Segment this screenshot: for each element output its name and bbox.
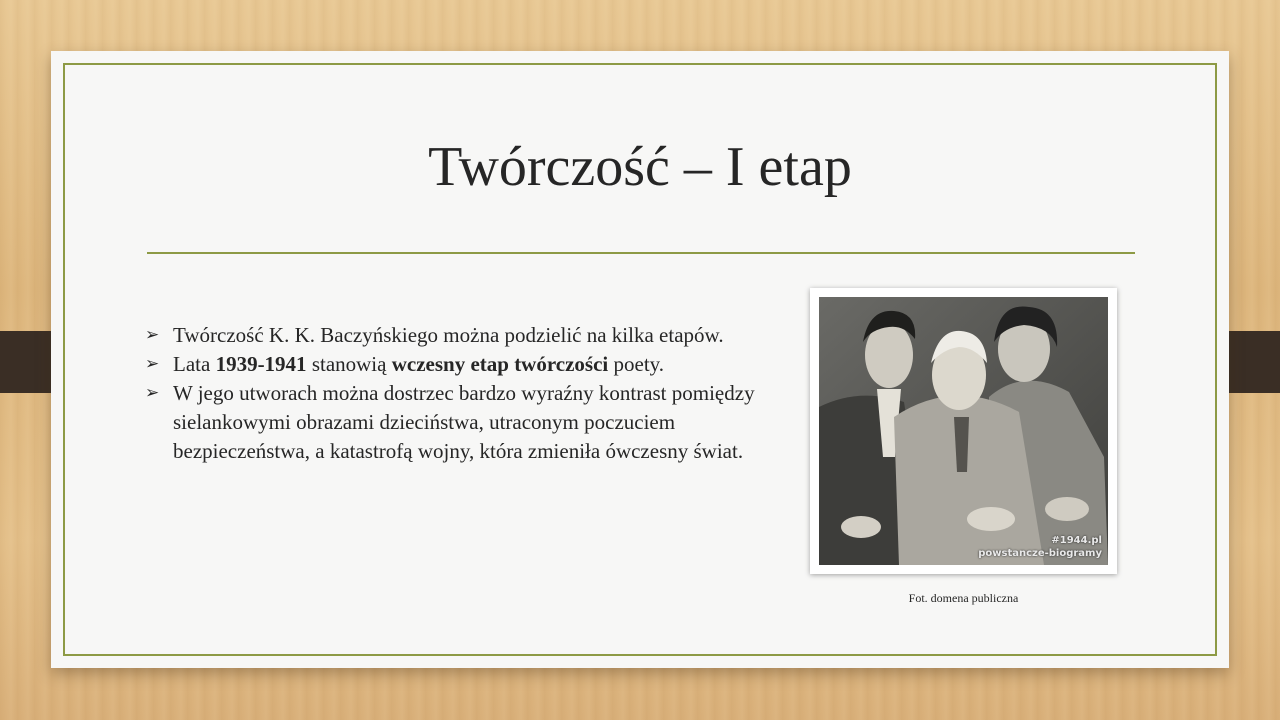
title-underline [147, 252, 1135, 254]
photo-frame [810, 288, 1117, 574]
slide [51, 51, 1229, 668]
photo-watermark-source: powstancze-biogramy [978, 548, 1102, 559]
bullet-item [145, 350, 785, 379]
arrow-bullet-icon: ➢ [145, 383, 160, 403]
bullet-text-bold: wczesny etap twórczości [391, 352, 609, 376]
arrow-bullet-icon: ➢ [145, 354, 160, 374]
bullet-text-bold: 1939-1941 [215, 352, 307, 376]
bullet-text: Twórczość K. K. Baczyńskiego można podzielić na kilka etapów. [173, 323, 724, 347]
photo-illustration [819, 297, 1108, 565]
bullet-text: Lata [173, 352, 216, 376]
photo-watermark-site: #1944.pl [1051, 535, 1102, 546]
bullet-text: W jego utworach można dostrzec bardzo wyraźny kontrast pomiędzy sielankowymi obrazami dzieciństwa, utraconym poczuciem bezpieczeństwa, a katastrofą wojny, która zmieniła ówczesny świat. [173, 381, 755, 463]
bullet-text: poety. [608, 352, 665, 376]
family-photo [819, 297, 1108, 565]
slide-title: Twórczość – I etap [428, 136, 852, 198]
photo-caption: Fot. domena publiczna [908, 591, 1019, 605]
bullet-item [145, 379, 785, 466]
bullet-item [145, 321, 785, 350]
bullet-text: stanowią [306, 352, 392, 376]
bullet-list [145, 321, 785, 466]
arrow-bullet-icon: ➢ [145, 325, 160, 345]
